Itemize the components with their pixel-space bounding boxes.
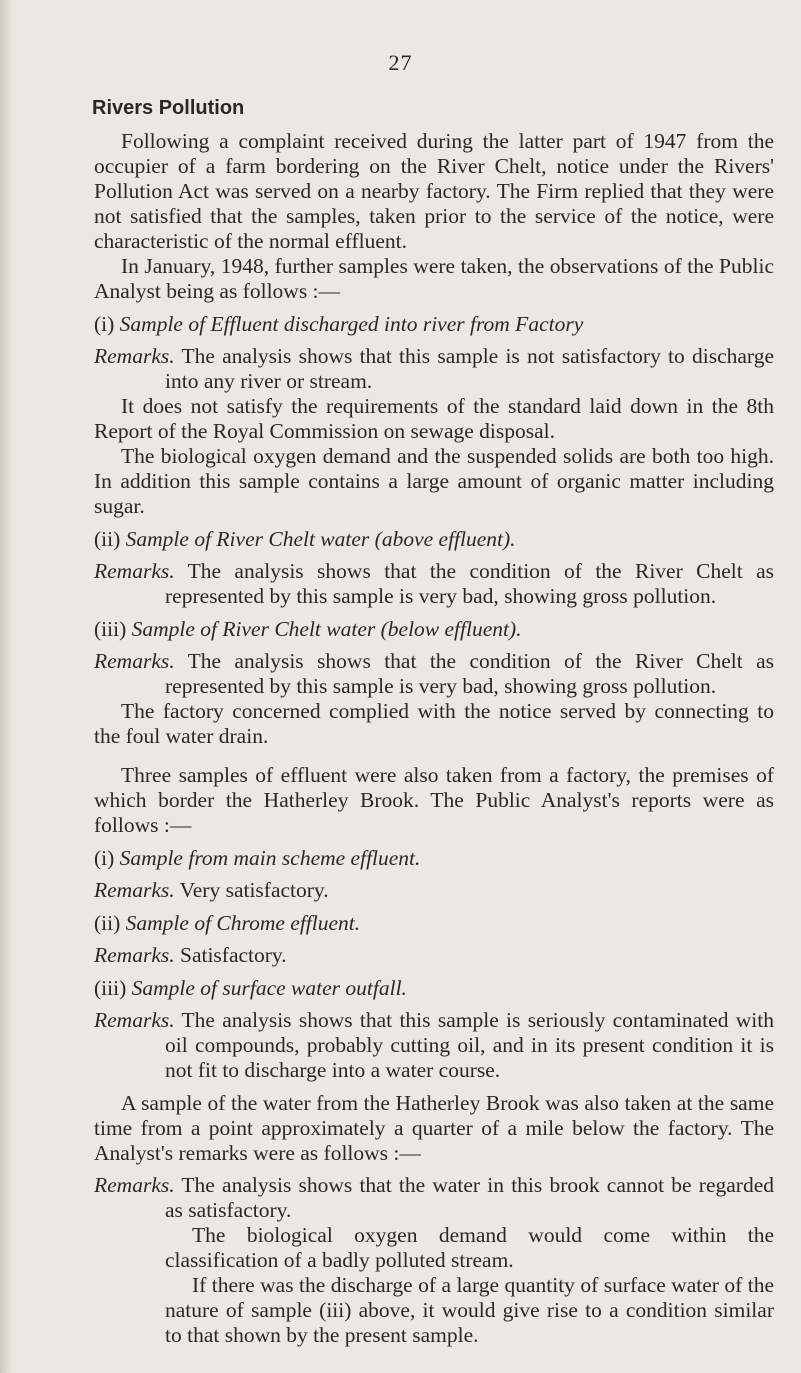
sample-3-remark <box>94 649 774 699</box>
effluent-2-number: (ii) <box>94 911 121 935</box>
brook-remark <box>94 1173 774 1223</box>
intro-paragraph: Following a complaint received during the latter part of 1947 from the occupier of a farm bordering on the River Chelt, notice under the Rivers' Pollution Act was served on a nearby factory. The Firm replied that they were not satisfied that the samples, taken prior to the service of the notice, were characteristic of the normal effluent. <box>94 129 774 253</box>
sample-1-heading <box>94 312 774 337</box>
sample-3-remark-text: The analysis shows that the condition of the River Chelt as represented by this sample is very bad, showing gross pollution. <box>165 649 774 698</box>
effluent-2-heading <box>94 911 774 936</box>
brook-discharge-text: If there was the discharge of a large quantity of surface water of the nature of sample (iii) above, it would give rise to a condition similar to that shown by the present sample. <box>165 1273 774 1347</box>
effluent-2-remark-text: Satisfactory. <box>179 943 287 967</box>
effluent-3-number: (iii) <box>94 976 127 1000</box>
sample-2-remark <box>94 559 774 609</box>
effluent-1-heading <box>94 846 774 871</box>
sample-3-title: Sample of River Chelt water (below effluent). <box>131 617 522 641</box>
remarks-label: Remarks. <box>94 878 175 902</box>
remarks-label: Remarks. <box>94 1173 175 1197</box>
january-paragraph: In January, 1948, further samples were taken, the observations of the Public Analyst being as follows :— <box>94 254 774 303</box>
effluent-3-heading <box>94 976 774 1001</box>
effluent-1-number: (i) <box>94 846 115 870</box>
remarks-label: Remarks. <box>94 559 175 583</box>
sample-1-number: (i) <box>94 312 115 336</box>
effluent-1-remark <box>94 878 774 903</box>
sample-1-remark <box>94 344 774 394</box>
sample-3-heading <box>94 617 774 642</box>
sample-2-remark-text: The analysis shows that the condition of the River Chelt as represented by this sample is very bad, showing gross pollution. <box>165 559 774 608</box>
brook-oxygen-paragraph <box>94 1223 774 1273</box>
sample-2-number: (ii) <box>94 527 121 551</box>
document-body <box>94 96 774 1348</box>
page-edge-shadow <box>0 0 14 1373</box>
remarks-label: Remarks. <box>94 649 175 673</box>
effluent-1-title: Sample from main scheme effluent. <box>119 846 421 870</box>
factory-complied-paragraph: The factory concerned complied with the notice served by connecting to the foul water drain. <box>94 699 774 748</box>
three-samples-paragraph: Three samples of effluent were also taken from a factory, the premises of which border the Hatherley Brook. The Public Analyst's reports were as follows :— <box>94 763 774 837</box>
page-number: 27 <box>388 50 413 75</box>
sample-1-remark-text: The analysis shows that this sample is not satisfactory to discharge into any river or stream. <box>165 344 774 393</box>
remarks-label: Remarks. <box>94 943 175 967</box>
effluent-1-remark-text: Very satisfactory. <box>179 878 329 902</box>
sample-1-standard-paragraph: It does not satisfy the requirements of the standard laid down in the 8th Report of the Royal Commission on sewage disposal. <box>94 394 774 443</box>
sample-1-oxygen-paragraph: The biological oxygen demand and the suspended solids are both too high. In addition this sample contains a large amount of organic matter including sugar. <box>94 444 774 518</box>
sample-2-title: Sample of River Chelt water (above effluent). <box>125 527 516 551</box>
effluent-3-title: Sample of surface water outfall. <box>131 976 407 1000</box>
brook-remark-text: The analysis shows that the water in this brook cannot be regarded as satisfactory. <box>165 1173 774 1222</box>
sample-1-title: Sample of Effluent discharged into river from Factory <box>119 312 584 336</box>
brook-sample-paragraph: A sample of the water from the Hatherley Brook was also taken at the same time from a point approximately a quarter of a mile below the factory. The Analyst's remarks were as follows :— <box>94 1091 774 1165</box>
sample-2-heading <box>94 527 774 552</box>
section-heading: Rivers Pollution <box>92 97 245 119</box>
effluent-2-title: Sample of Chrome effluent. <box>125 911 361 935</box>
effluent-3-remark <box>94 1008 774 1083</box>
remarks-label: Remarks. <box>94 344 175 368</box>
remarks-label: Remarks. <box>94 1008 175 1032</box>
brook-oxygen-text: The biological oxygen demand would come within the classification of a badly polluted stream. <box>165 1223 774 1272</box>
effluent-3-remark-text: The analysis shows that this sample is seriously contaminated with oil compounds, probably cutting oil, and in its present condition it is not fit to discharge into a water course. <box>165 1008 774 1082</box>
sample-3-number: (iii) <box>94 617 127 641</box>
effluent-2-remark <box>94 943 774 968</box>
brook-discharge-paragraph <box>94 1273 774 1348</box>
